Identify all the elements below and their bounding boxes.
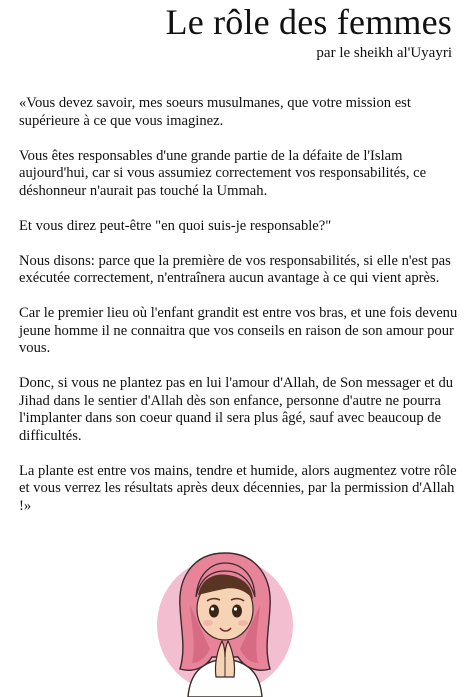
- paragraph: Nous disons: parce que la première de vos responsabilités, si elle n'est pas exécutée correctement, n'entraînera aucun avantage à ce qui vient après.: [19, 252, 451, 286]
- document-title: Le rôle des femmes: [165, 2, 452, 42]
- paragraph: «Vous devez savoir, mes soeurs musulmanes, que votre mission est supérieure à ce que vous imaginez.: [19, 95, 411, 129]
- author-byline: par le sheikh al'Uyayri: [316, 45, 452, 61]
- paragraph: Et vous direz peut-être "en quoi suis-je responsable?": [19, 217, 332, 234]
- document-body: [19, 95, 459, 515]
- paragraph: Donc, si vous ne plantez pas en lui l'amour d'Allah, de Son messager et du Jihad dans le sentier d'Allah dès son enfance, personne d'autre ne pourra l'implanter dans son coeur quand il sera plus âgé, sauf avec beaucoup de difficultés.: [19, 375, 454, 444]
- hijab-girl-praying-illustration: [150, 545, 300, 697]
- paragraph: Vous êtes responsables d'une grande partie de la défaite de l'Islam aujourd'hui, car si vous assumiez correctement vos responsabilités, ce déshonneur n'aurait pas touché la Ummah.: [19, 147, 427, 199]
- paragraph: La plante est entre vos mains, tendre et humide, alors augmentez votre rôle et vous verrez les résultats après deux décennies, par la permission d'Allah !»: [19, 462, 457, 514]
- right-eye: [232, 605, 242, 618]
- left-eye: [209, 605, 219, 618]
- paragraph: Car le premier lieu où l'enfant grandit est entre vos bras, et une fois devenu jeune homme il ne connaitra que vos conseils en raison de son amour pour vous.: [19, 305, 458, 356]
